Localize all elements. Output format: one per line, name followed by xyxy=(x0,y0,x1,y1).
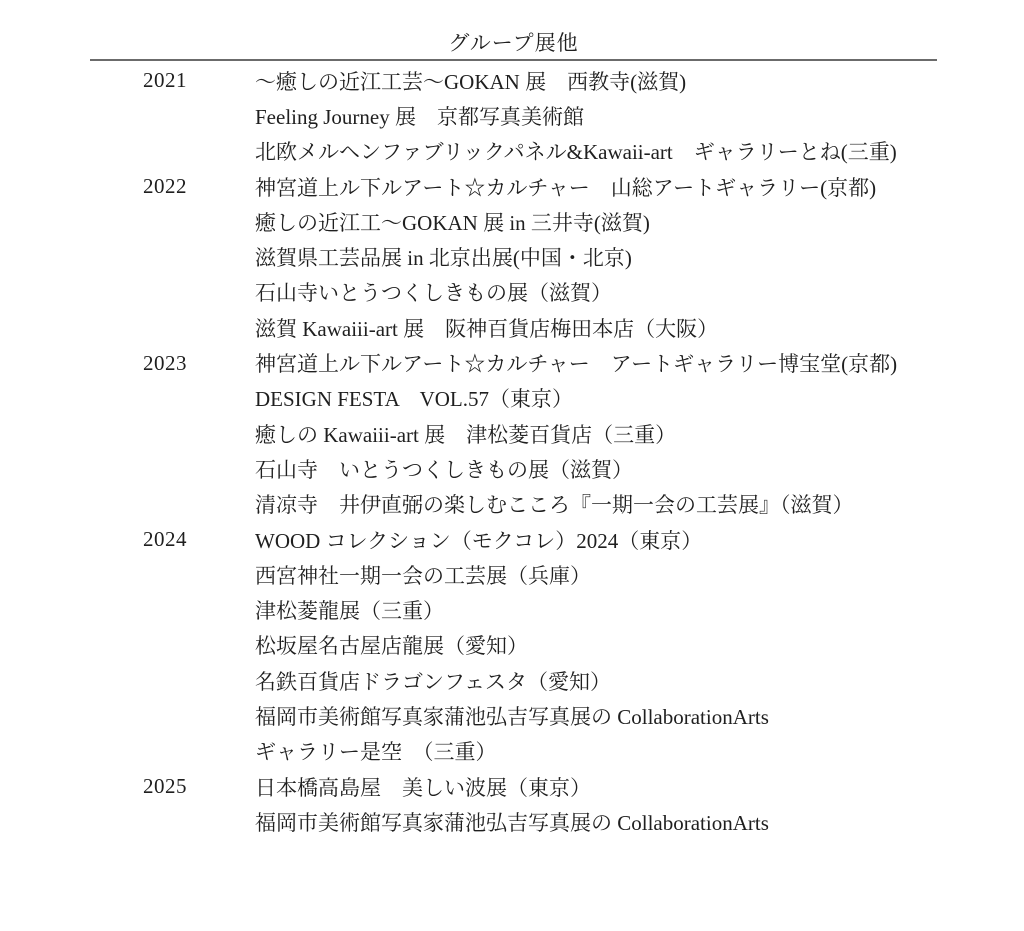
row-text: 津松菱龍展（三重） xyxy=(255,599,444,624)
row-year: 2023 xyxy=(143,350,187,375)
exhibition-row xyxy=(90,592,1000,627)
row-text: DESIGN FESTA VOL.57（東京） xyxy=(255,387,573,412)
exhibition-row xyxy=(90,769,1000,804)
row-text: ギャラリー是空 （三重） xyxy=(255,740,497,765)
row-year: 2021 xyxy=(143,68,187,93)
row-text: 松坂屋名古屋店龍展（愛知） xyxy=(255,634,528,659)
row-text: ～癒しの近江工芸～GOKAN 展 西教寺(滋賀) xyxy=(255,69,687,94)
row-text: 癒しの Kawaiii-art 展 津松菱百貨店（三重） xyxy=(255,422,677,447)
exhibition-row xyxy=(90,487,1000,522)
exhibition-row xyxy=(90,63,1000,98)
row-text: 神宮道上ル下ルアート☆カルチャー 山総アートギャラリー(京都) xyxy=(255,175,877,200)
exhibition-row xyxy=(90,522,1000,557)
row-text: 名鉄百貨店ドラゴンフェスタ（愛知） xyxy=(255,669,611,694)
exhibition-row xyxy=(90,310,1000,345)
page-title: グループ展他 xyxy=(448,31,579,55)
exhibition-row xyxy=(90,204,1000,239)
exhibition-row xyxy=(90,734,1000,769)
row-text: 滋賀 Kawaiii-art 展 阪神百貨店梅田本店（大阪） xyxy=(255,316,719,341)
row-text: Feeling Journey 展 京都写真美術館 xyxy=(255,104,584,129)
row-text: 福岡市美術館写真家蒲池弘吉写真展の CollaborationArts xyxy=(255,704,769,729)
row-text: 石山寺いとうつくしきもの展（滋賀） xyxy=(255,281,612,306)
row-text: 癒しの近江工～GOKAN 展 in 三井寺(滋賀) xyxy=(255,210,650,235)
row-year: 2025 xyxy=(143,774,187,799)
exhibition-row xyxy=(90,169,1000,204)
title-divider xyxy=(90,59,937,61)
row-text: 日本橋高島屋 美しい波展（東京） xyxy=(255,775,591,800)
exhibition-row xyxy=(90,804,1000,839)
row-text: 石山寺 いとうつくしきもの展（滋賀） xyxy=(255,457,633,482)
row-year: 2022 xyxy=(143,174,187,199)
exhibition-row xyxy=(90,381,1000,416)
exhibition-list xyxy=(90,63,1000,840)
row-text: 滋賀県工芸品展 in 北京出展(中国・北京) xyxy=(255,246,632,271)
row-text: 神宮道上ル下ルアート☆カルチャー アートギャラリー博宝堂(京都) xyxy=(255,352,898,377)
exhibition-row xyxy=(90,98,1000,133)
exhibition-row xyxy=(90,628,1000,663)
exhibition-row xyxy=(90,134,1000,169)
row-text: 清凉寺 井伊直弼の楽しむこころ『一期一会の工芸展』（滋賀） xyxy=(255,493,854,518)
row-text: 北欧メルヘンファブリックパネル&Kawaii-art ギャラリーとね(三重) xyxy=(255,140,897,165)
exhibition-row xyxy=(90,416,1000,451)
row-text: 西宮神社一期一会の工芸展（兵庫） xyxy=(255,563,591,588)
exhibition-row xyxy=(90,275,1000,310)
exhibition-row xyxy=(90,698,1000,733)
exhibition-row xyxy=(90,345,1000,380)
exhibition-row xyxy=(90,557,1000,592)
exhibition-row xyxy=(90,451,1000,486)
row-year: 2024 xyxy=(143,527,187,551)
exhibition-row xyxy=(90,663,1000,698)
exhibition-row xyxy=(90,239,1000,274)
row-text: 福岡市美術館写真家蒲池弘吉写真展の CollaborationArts xyxy=(255,810,769,835)
row-text: WOOD コレクション（モクコレ）2024（東京） xyxy=(255,528,703,553)
